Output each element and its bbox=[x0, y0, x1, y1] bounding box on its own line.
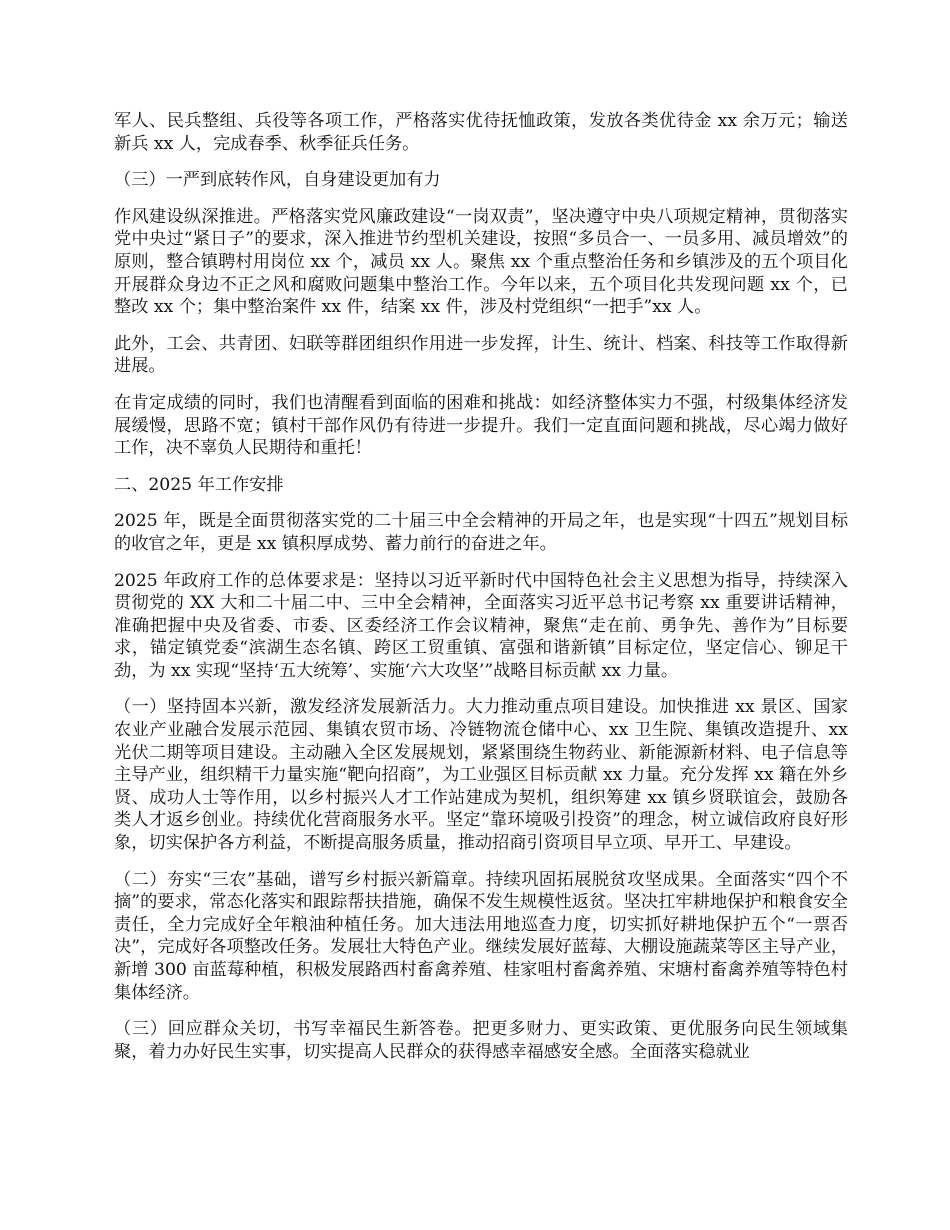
paragraph-mass-organizations: 此外，工会、共青团、妇联等群团组织作用进一步发挥，计生、统计、档案、科技等工作取得新进展。 bbox=[114, 333, 848, 377]
section-heading-2025-plan: 二、2025 年工作安排 bbox=[114, 474, 284, 495]
paragraph-overall-requirements: 2025 年政府工作的总体要求是：坚持以习近平新时代中国特色社会主义思想为指导，持续深入贯彻党的 XX 大和二十届二中、三中全会精神，全面落实习近平总书记考察 xx 重要讲话精神，准确把握中央及省委、市委、区委经济工作会议精神，聚焦“走在前、勇争先、善作为”目标要求，锚定镇党委“滨湖生态名镇、跨区工贸重镇、富强和谐新镇”目标定位，坚定信心、铆足干劲，为 xx 实现“坚持‘五大统筹’、实施‘六大攻坚’”战略目标贡献 xx 力量。 bbox=[114, 570, 848, 681]
paragraph-style-building: 作风建设纵深推进。严格落实党风廉政建设“一岗双责”，坚决遵守中央八项规定精神，贯彻落实党中央过“紧日子”的要求，深入推进节约型机关建设，按照“多员合一、一员多用、减员增效”的原则，整合镇聘村用岗位 xx 个，减员 xx 人。聚焦 xx 个重点整治任务和乡镇涉及的五个项目化开展群众身边不正之风和腐败问题集中整治工作。今年以来，五个项目化共发现问题 xx 个，已整改 xx 个；集中整治案件 xx 件，结案 xx 件，涉及村党组织“一把手”xx 人。 bbox=[114, 206, 848, 318]
paragraph-rural-revitalization: （二）夯实“三农”基础，谱写乡村振兴新篇章。持续巩固拓展脱贫攻坚成果。全面落实“四个不摘”的要求，常态化落实和跟踪帮扶措施，确保不发生规模性返贫。坚决扛牢耕地保护和粮食安全责任，全力完成好全年粮油种植任务。加大违法用地巡查力度，切实抓好耕地保护五个“一票否决”，完成好各项整改任务。发展壮大特色产业。继续发展好蓝莓、大棚设施蔬菜等区主导产业，新增 300 亩蓝莓种植，积极发展路西村畜禽养殖、桂家咀村畜禽养殖、宋塘村畜禽养殖等特色村集体经济。 bbox=[114, 869, 848, 1003]
document-page bbox=[114, 110, 848, 1077]
paragraph-challenges: 在肯定成绩的同时，我们也清醒看到面临的困难和挑战：如经济整体实力不强，村级集体经济发展缓慢，思路不宽；镇村干部作风仍有待进一步提升。我们一定直面问题和挑战，尽心竭力做好工作，决不辜负人民期待和重托！ bbox=[114, 392, 848, 459]
paragraph-livelihood: （三）回应群众关切，书写幸福民生新答卷。把更多财力、更实政策、更优服务向民生领域集聚，着力办好民生实事，切实提高人民群众的获得感幸福感安全感。全面落实稳就业 bbox=[114, 1019, 848, 1062]
paragraph-military-work: 军人、民兵整组、兵役等各项工作，严格落实优待抚恤政策，发放各类优待金 xx 余万元；输送新兵 xx 人，完成春季、秋季征兵任务。 bbox=[114, 111, 848, 154]
paragraph-economy: （一）坚持固本兴新，激发经济发展新活力。大力推动重点项目建设。加快推进 xx 景区、国家农业产业融合发展示范园、集镇农贸市场、冷链物流仓储中心、xx 卫生院、集镇改造提升、xx 光伏二期等项目建设。主动融入全区发展规划，紧紧围绕生物药业、新能源新材料、电子信息等主导产业，组织精干力量实施“靶向招商”，为工业强区目标贡献 xx 力量。充分发挥 xx 籍在外乡贤、成功人士等作用，以乡村振兴人才工作站建成为契机，组织筹建 xx 镇乡贤联谊会，鼓励各类人才返乡创业。持续优化营商服务水平。坚定“靠环境吸引投资”的理念，树立诚信政府良好形象，切实保护各方利益，不断提高服务质量，推动招商引资项目早立项、早开工、早建设。 bbox=[114, 697, 848, 854]
paragraph-2025-intro: 2025 年，既是全面贯彻落实党的二十届三中全会精神的开局之年，也是实现“十四五”规划目标的收官之年，更是 xx 镇积厚成势、蓄力前行的奋进之年。 bbox=[114, 511, 849, 554]
section-heading-style: （三）一严到底转作风，自身建设更加有力 bbox=[114, 170, 441, 191]
